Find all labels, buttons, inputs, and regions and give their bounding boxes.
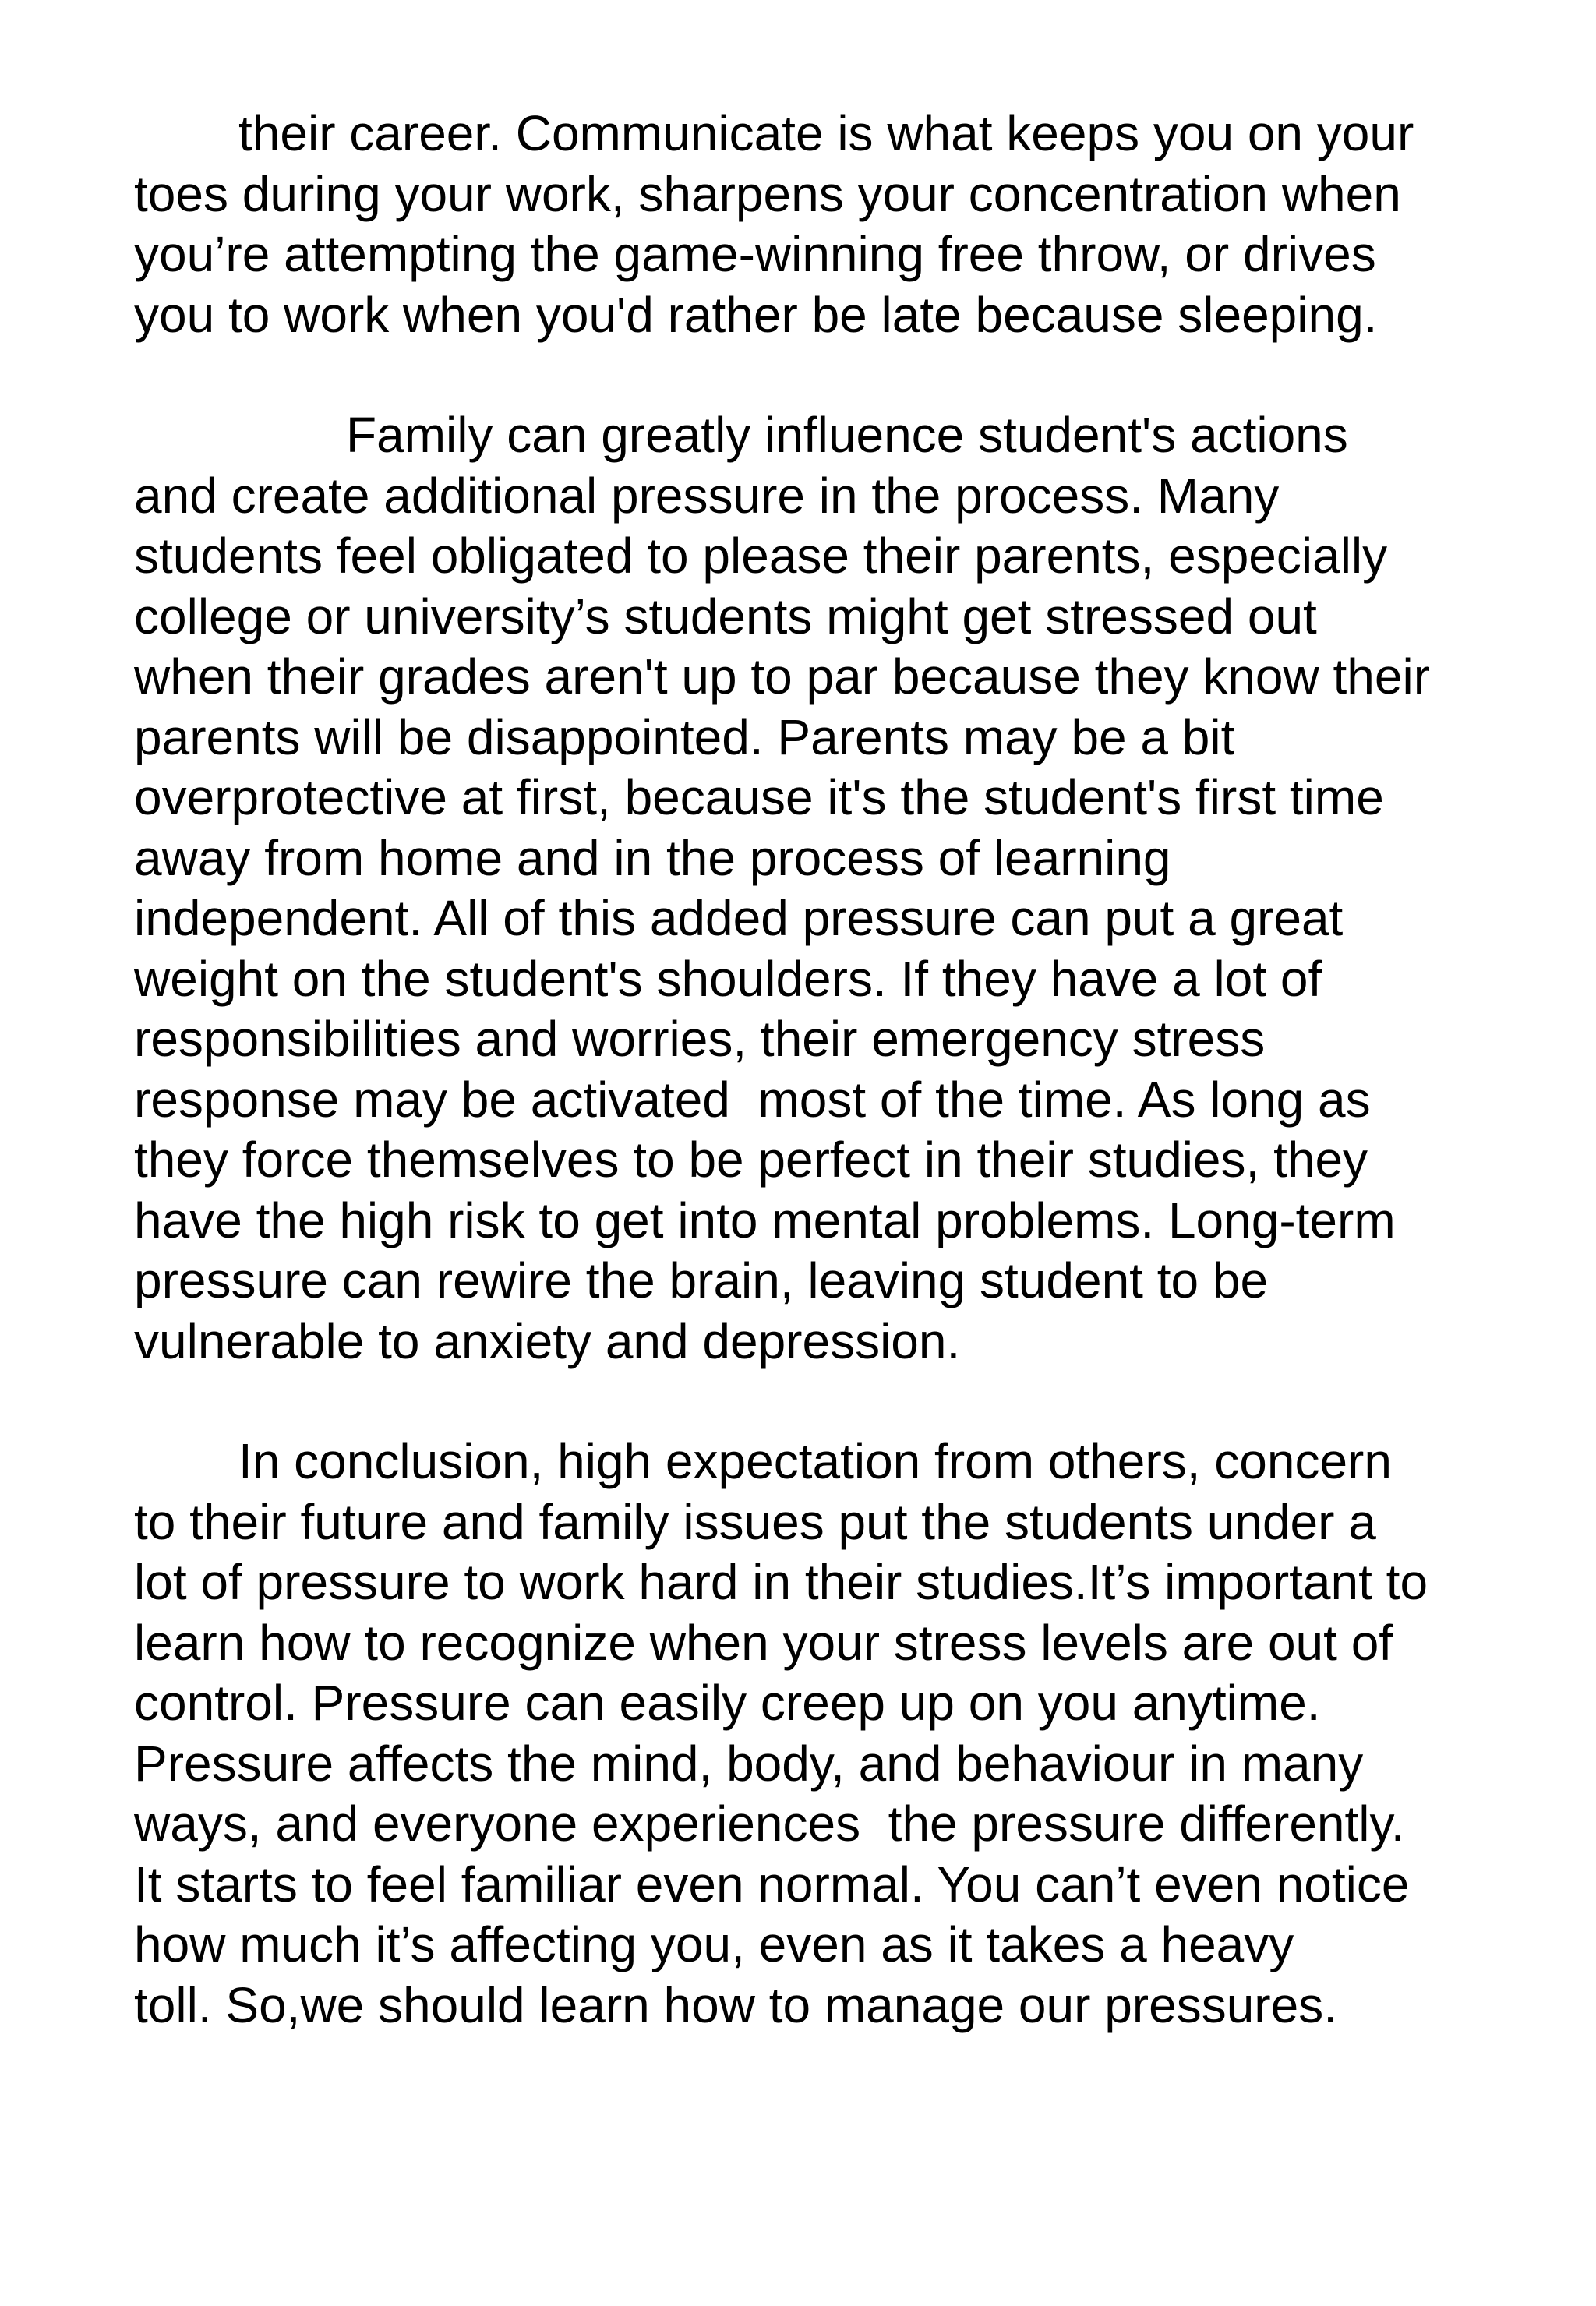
text-line: away from home and in the process of learning	[134, 829, 1171, 886]
text-line: Pressure affects the mind, body, and behaviour in many	[134, 1735, 1364, 1792]
text-line: how much it’s affecting you, even as it takes a heavy	[134, 1916, 1294, 1972]
text-line: It starts to feel familiar even normal. You can’t even notice	[134, 1856, 1410, 1912]
text-line: ways, and everyone experiences the pressure differently.	[134, 1796, 1405, 1852]
text-line: responsibilities and worries, their emergency stress	[134, 1011, 1266, 1067]
paragraph-conclusion	[134, 1432, 1428, 2036]
text-line: toes during your work, sharpens your concentration when	[134, 165, 1401, 222]
text-line: weight on the student's shoulders. If they have a lot of	[134, 950, 1322, 1007]
text-line: and create additional pressure in the process. Many	[134, 467, 1280, 524]
text-line: parents will be disappointed. Parents may be a bit	[134, 708, 1235, 765]
text-line: toll. So,we should learn how to manage our pressures.	[134, 1976, 1337, 2033]
paragraph-career-motivation	[134, 104, 1414, 345]
text-line: In conclusion, high expectation from others, concern	[238, 1433, 1392, 1489]
text-line: when their grades aren't up to par because they know their	[134, 648, 1430, 705]
text-line: Family can greatly influence student's actions	[346, 407, 1348, 463]
text-line: have the high risk to get into mental problems. Long-term	[134, 1192, 1396, 1248]
text-line: overprotective at first, because it's the student's first time	[134, 769, 1384, 825]
text-line: pressure can rewire the brain, leaving student to be	[134, 1252, 1269, 1308]
text-line: college or university’s students might get stressed out	[134, 588, 1317, 644]
text-line: lot of pressure to work hard in their studies.It’s important to	[134, 1554, 1428, 1610]
text-line: you to work when you'd rather be late because sleeping.	[134, 286, 1378, 343]
text-line: control. Pressure can easily creep up on you anytime.	[134, 1675, 1321, 1731]
text-line: response may be activated most of the time. As long as	[134, 1071, 1371, 1128]
text-line: you’re attempting the game-winning free throw, or drives	[134, 226, 1376, 282]
text-line: students feel obligated to please their parents, especially	[134, 528, 1388, 584]
text-line: their career. Communicate is what keeps you on your	[238, 105, 1414, 161]
text-line: to their future and family issues put the students under a	[134, 1493, 1376, 1550]
paragraph-family-pressure	[134, 405, 1430, 1372]
text-line: independent. All of this added pressure can put a great	[134, 890, 1344, 946]
text-line: learn how to recognize when your stress levels are out of	[134, 1614, 1393, 1671]
text-line: they force themselves to be perfect in their studies, they	[134, 1132, 1368, 1188]
text-line: vulnerable to anxiety and depression.	[134, 1312, 961, 1369]
